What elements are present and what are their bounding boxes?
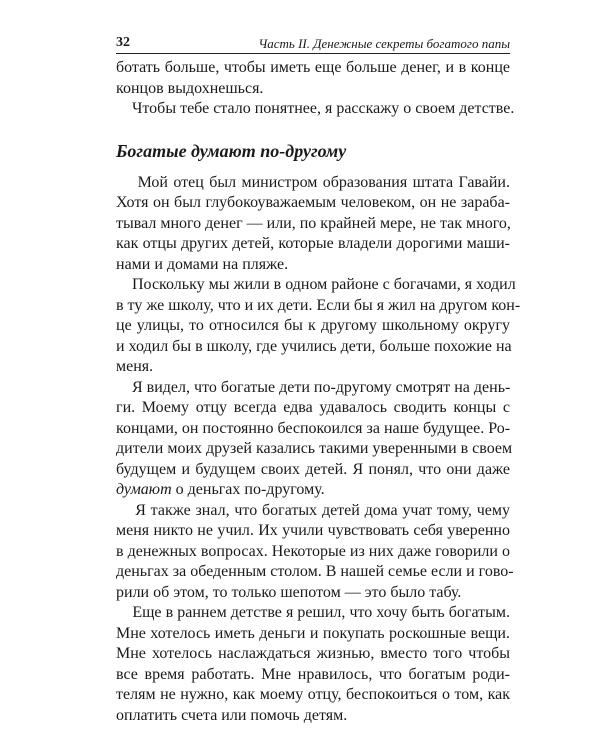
text-line: в денежных вопросах. Некоторые из них даже говорили о — [116, 542, 510, 560]
page-number: 32 — [116, 35, 130, 50]
text-line: тывал много денег — или, по крайней мере, не так много, — [116, 214, 511, 232]
text-line: деньгах за обеденным столом. В нашей семье если и гово- — [116, 563, 514, 580]
paragraph-2 — [116, 275, 521, 378]
text-line: це улицы, то относился бы к другому школьному округу — [116, 317, 510, 334]
text-line: оплатить счета или помочь детям. — [116, 706, 348, 724]
text-line: меня. — [116, 358, 154, 375]
text-fragment: о деньгах по-другому. — [171, 481, 325, 498]
text-line: Я видел, что богатые дети по-другому смотрят на день- — [116, 378, 511, 396]
text-line: как отцы других детей, которые владели дорогими маши- — [116, 235, 510, 252]
paragraph-1 — [116, 173, 510, 276]
section-heading: Богатые думают по-другому — [116, 140, 347, 161]
text-line: все время работать. Мне нравилось, что богатым роди- — [116, 665, 510, 683]
text-line: Мой отец был министром образования штата Гавайи. — [116, 173, 510, 191]
text-line: Поскольку мы жили в одном районе с богачами, я ходил — [116, 276, 516, 293]
text-line: телям не нужно, как моему отцу, беспокоиться о том, как — [116, 686, 510, 703]
text-line: Хотя он был глубокоуважаемым человеком, он не зараба- — [116, 194, 510, 211]
text-line: нами и домами на пляже. — [116, 255, 289, 273]
paragraph-3 — [116, 378, 513, 501]
text-line: в ту же школу, что и их дети. Если бы я жил на другом кон- — [116, 296, 521, 314]
emphasis: думают — [116, 481, 172, 498]
text-line: и ходил бы в школу, где учились дети, больше похожие на — [116, 337, 512, 355]
text-line: рили об этом, то только шепотом — это было табу. — [116, 583, 462, 601]
text-line: Чтобы тебе стало понятнее, я расскажу о своем детстве. — [116, 100, 515, 117]
text-line: концами, он постоянно беспокоился за наше будущее. Ро- — [116, 419, 511, 437]
text-line: будущем и будущем своих детей. Я понял, что они даже — [116, 460, 510, 478]
body-text — [116, 58, 521, 726]
text-line: Еще в раннем детстве я решил, что хочу быть богатым. — [116, 604, 510, 621]
text-line: дители моих друзей казались такими уверенными в своем — [116, 440, 513, 457]
paragraph-4 — [116, 501, 514, 604]
running-title: Часть II. Денежные секреты богатого папы — [258, 36, 510, 51]
paragraph-5 — [116, 603, 510, 726]
text-line: Я также знал, что богатых детей дома учат тому, чему — [116, 501, 510, 519]
text-line: ботать больше, чтобы иметь еще больше денег, и в конце — [116, 59, 510, 76]
text-line: Мне хотелось иметь деньги и покупать роскошные вещи. — [116, 624, 510, 642]
text-line: Мне хотелось наслаждаться жизнью, вместо того чтобы — [116, 645, 510, 662]
intro-paragraph — [116, 58, 515, 120]
text-line: ги. Моему отцу всегда едва удавалось сводить концы с — [116, 399, 510, 416]
page-header — [116, 35, 510, 54]
text-line: меня никто не учил. Их учили чувствовать себя уверенно — [116, 522, 510, 539]
text-line — [116, 480, 510, 501]
text-line: концов выдохнешься. — [116, 79, 264, 97]
